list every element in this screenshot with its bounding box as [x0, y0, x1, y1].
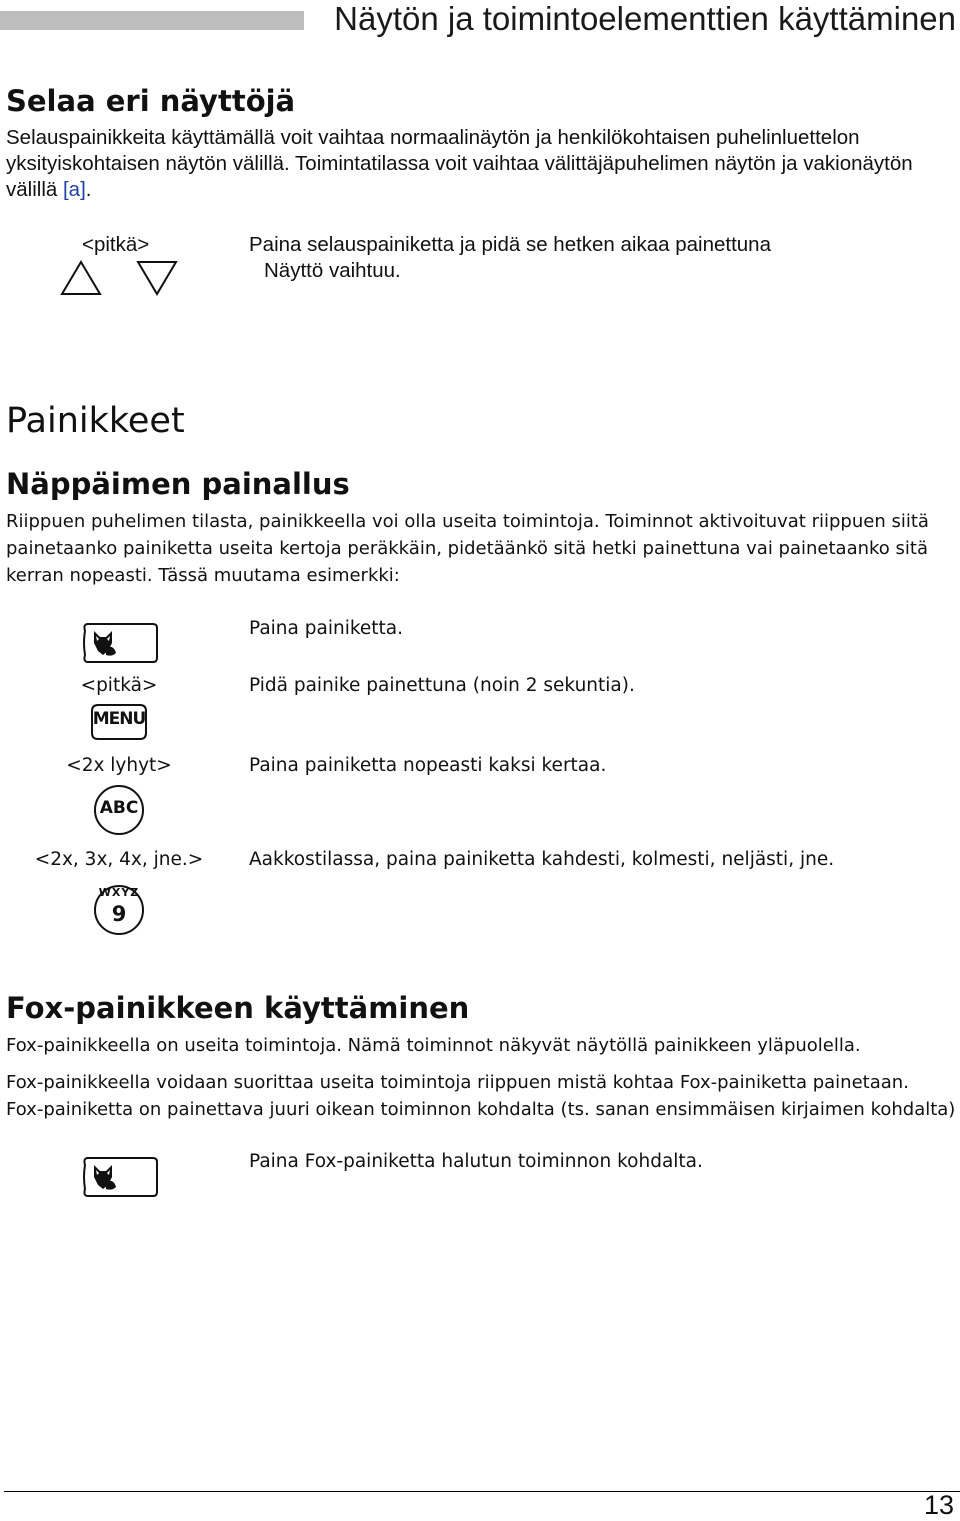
example-4-label: <2x, 3x, 4x, jne.>: [34, 849, 204, 870]
scroll-down-icon: [136, 260, 178, 296]
section1-intro-line-2: yksityiskohtaisen näytön välillä. Toimintatilassa voit vaihtaa välittäjäpuhelimen näytön ja vakionäytön: [6, 152, 913, 175]
section-title-fox-key: Fox-painikkeen käyttäminen: [6, 991, 470, 1025]
header-bar: [0, 11, 304, 30]
wxyz-key-letters: WXYZ: [98, 886, 140, 899]
section1-intro-line-1: Selauspainikkeita käyttämällä voit vaihtaa normaalinäytön ja henkilökohtaisen puhelinluettelon: [6, 126, 860, 149]
fox-key-icon-2: [82, 1157, 158, 1197]
section1-intro-end: .: [85, 178, 92, 201]
section3-step-text: Paina Fox-painiketta halutun toiminnon kohdalta.: [249, 1151, 703, 1172]
example-4-text: Aakkostilassa, paina painiketta kahdesti, kolmesti, neljästi, jne.: [249, 849, 835, 870]
section-title-scroll-displays: Selaa eri näyttöjä: [6, 84, 296, 118]
scroll-up-icon: [60, 260, 102, 296]
example-2-label: <pitkä>: [80, 675, 158, 696]
abc-key-label: ABC: [99, 798, 139, 818]
section2-intro-line-1: Riippuen puhelimen tilasta, painikkeella voi olla useita toimintoja. Toiminnot aktivoituvat riippuen siitä: [6, 511, 929, 532]
subsection-title-key-press: Näppäimen painallus: [6, 467, 350, 501]
section1-intro: [6, 125, 958, 203]
example-3-text: Paina painiketta nopeasti kaksi kertaa.: [249, 755, 607, 776]
section2-intro: [6, 508, 958, 589]
step-result-scroll: Näyttö vaihtuu.: [264, 259, 401, 282]
example-1-text: Paina painiketta.: [249, 618, 403, 639]
page-header-title: Näytön ja toimintoelementtien käyttäminen: [334, 0, 956, 37]
page-number: 13: [923, 1490, 954, 1520]
section3-para-2-line-2: Fox-painiketta on painettava juuri oikean toiminnon kohdalta (ts. sanan ensimmäisen kirjaimen kohdalta): [6, 1099, 956, 1120]
section2-intro-line-2: painetaanko painiketta useita kertoja peräkkäin, pidetäänkö sitä hetki painettuna vai painetaanko sitä: [6, 538, 928, 559]
section1-intro-line-3-text: välillä: [6, 178, 63, 201]
section3-para-2-line-1: Fox-painikkeella voidaan suorittaa useita toimintoja riippuen mistä kohtaa Fox-painiketta painetaan.: [6, 1072, 909, 1093]
section-title-buttons: Painikkeet: [6, 401, 185, 441]
wxyz-key-digit: 9: [111, 902, 127, 926]
section2-intro-line-3: kerran nopeasti. Tässä muutama esimerkki:: [6, 565, 400, 586]
fox-key-icon: [82, 623, 158, 663]
step-label-long-press: <pitkä>: [82, 233, 150, 256]
reference-link[interactable]: [a]: [62, 178, 86, 201]
section3-para-2: [6, 1069, 958, 1123]
example-2-text: Pidä painike painettuna (noin 2 sekuntia).: [249, 675, 635, 696]
example-3-label: <2x lyhyt>: [66, 755, 172, 776]
section1-intro-line-3: [6, 177, 958, 203]
menu-key-label: MENU: [92, 709, 146, 729]
section3-para-1: Fox-painikkeella on useita toimintoja. Nämä toiminnot näkyvät näytöllä painikkeen yläpuolella.: [6, 1035, 861, 1056]
step-text-scroll: Paina selauspainiketta ja pidä se hetken aikaa painettuna: [249, 233, 771, 256]
footer-divider: [4, 1491, 960, 1492]
